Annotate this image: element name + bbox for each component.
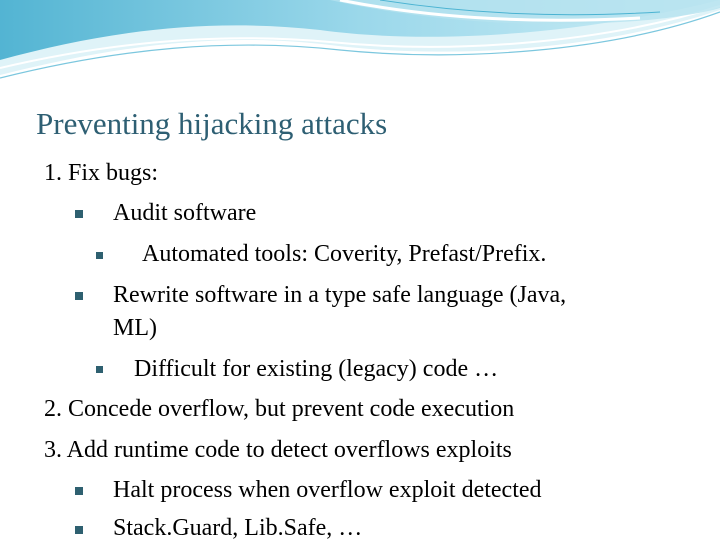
list-item-rewrite-continued: ML) (113, 315, 157, 341)
list-item-legacy: Difficult for existing (legacy) code … (134, 356, 499, 382)
square-bullet-icon (75, 487, 83, 495)
list-item-runtime: 3. Add runtime code to detect overflows exploits (44, 437, 512, 463)
list-item-rewrite: Rewrite software in a type safe language (Java, (113, 282, 567, 308)
list-item-fix-bugs: 1. Fix bugs: (44, 160, 159, 186)
list-item-halt: Halt process when overflow exploit detected (113, 477, 542, 503)
square-bullet-icon (96, 252, 103, 259)
list-item-automated-tools: Automated tools: Coverity, Prefast/Prefix. (142, 241, 547, 267)
header-wave-banner (0, 0, 720, 90)
square-bullet-icon (96, 366, 103, 373)
square-bullet-icon (75, 526, 83, 534)
list-item-concede: 2. Concede overflow, but prevent code execution (44, 396, 515, 422)
list-item-audit: Audit software (113, 200, 257, 226)
square-bullet-icon (75, 292, 83, 300)
square-bullet-icon (75, 210, 83, 218)
slide-title: Preventing hijacking attacks (36, 106, 388, 141)
list-item-stackguard: Stack.Guard, Lib.Safe, … (113, 515, 363, 541)
